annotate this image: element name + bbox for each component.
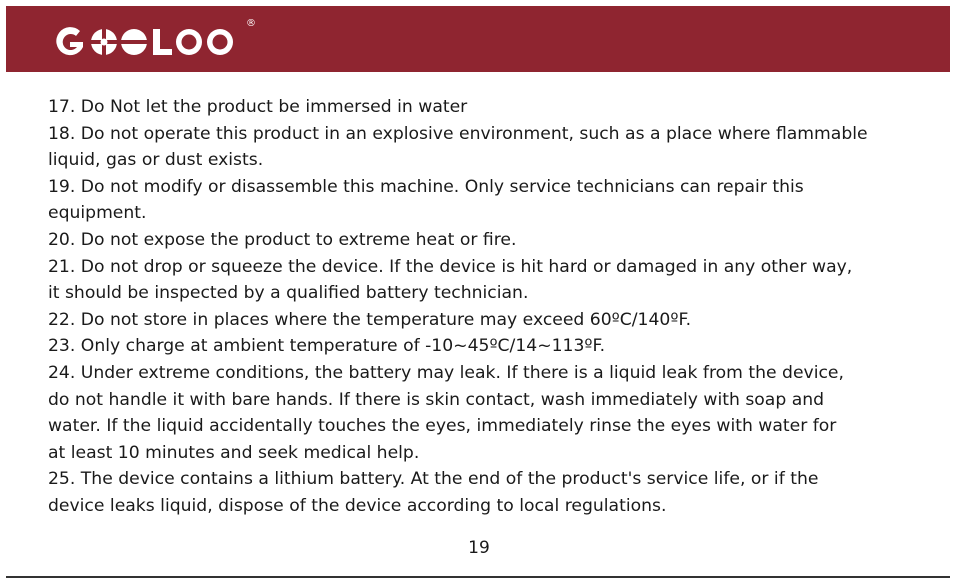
- bottom-divider: [6, 576, 950, 578]
- text-line: 22. Do not store in places where the temperature may exceed 60ºC/140ºF.: [48, 309, 692, 330]
- text-line: at least 10 minutes and seek medical help.: [48, 442, 420, 463]
- brand-header-bar: [6, 6, 950, 72]
- gooloo-logo: [50, 22, 246, 62]
- text-line: do not handle it with bare hands. If there is skin contact, wash immediately with soap and: [48, 389, 825, 410]
- registered-mark: ®: [246, 18, 256, 29]
- page-number: 19: [468, 538, 490, 558]
- text-line: device leaks liquid, dispose of the device according to local regulations.: [48, 495, 667, 516]
- text-line: 24. Under extreme conditions, the battery may leak. If there is a liquid leak from the device,: [48, 362, 844, 383]
- text-line: 19. Do not modify or disassemble this machine. Only service technicians can repair this: [48, 176, 804, 197]
- text-line: 25. The device contains a lithium battery. At the end of the product's service life, or if the: [48, 469, 819, 490]
- text-line: equipment.: [48, 203, 147, 224]
- text-line: 23. Only charge at ambient temperature of -10~45ºC/14~113ºF.: [48, 336, 606, 357]
- safety-instructions-text: [48, 94, 948, 520]
- text-line: liquid, gas or dust exists.: [48, 150, 264, 171]
- text-line: 18. Do not operate this product in an explosive environment, such as a place where flammable: [48, 123, 868, 144]
- gooloo-logo-mark: [50, 22, 246, 62]
- text-line: 20. Do not expose the product to extreme heat or fire.: [48, 229, 517, 250]
- text-line: 17. Do Not let the product be immersed in water: [48, 97, 468, 117]
- text-line: 21. Do not drop or squeeze the device. If the device is hit hard or damaged in any other way,: [48, 256, 853, 277]
- text-line: water. If the liquid accidentally touches the eyes, immediately rinse the eyes with water for: [48, 416, 837, 437]
- text-line: it should be inspected by a qualified battery technician.: [48, 283, 529, 304]
